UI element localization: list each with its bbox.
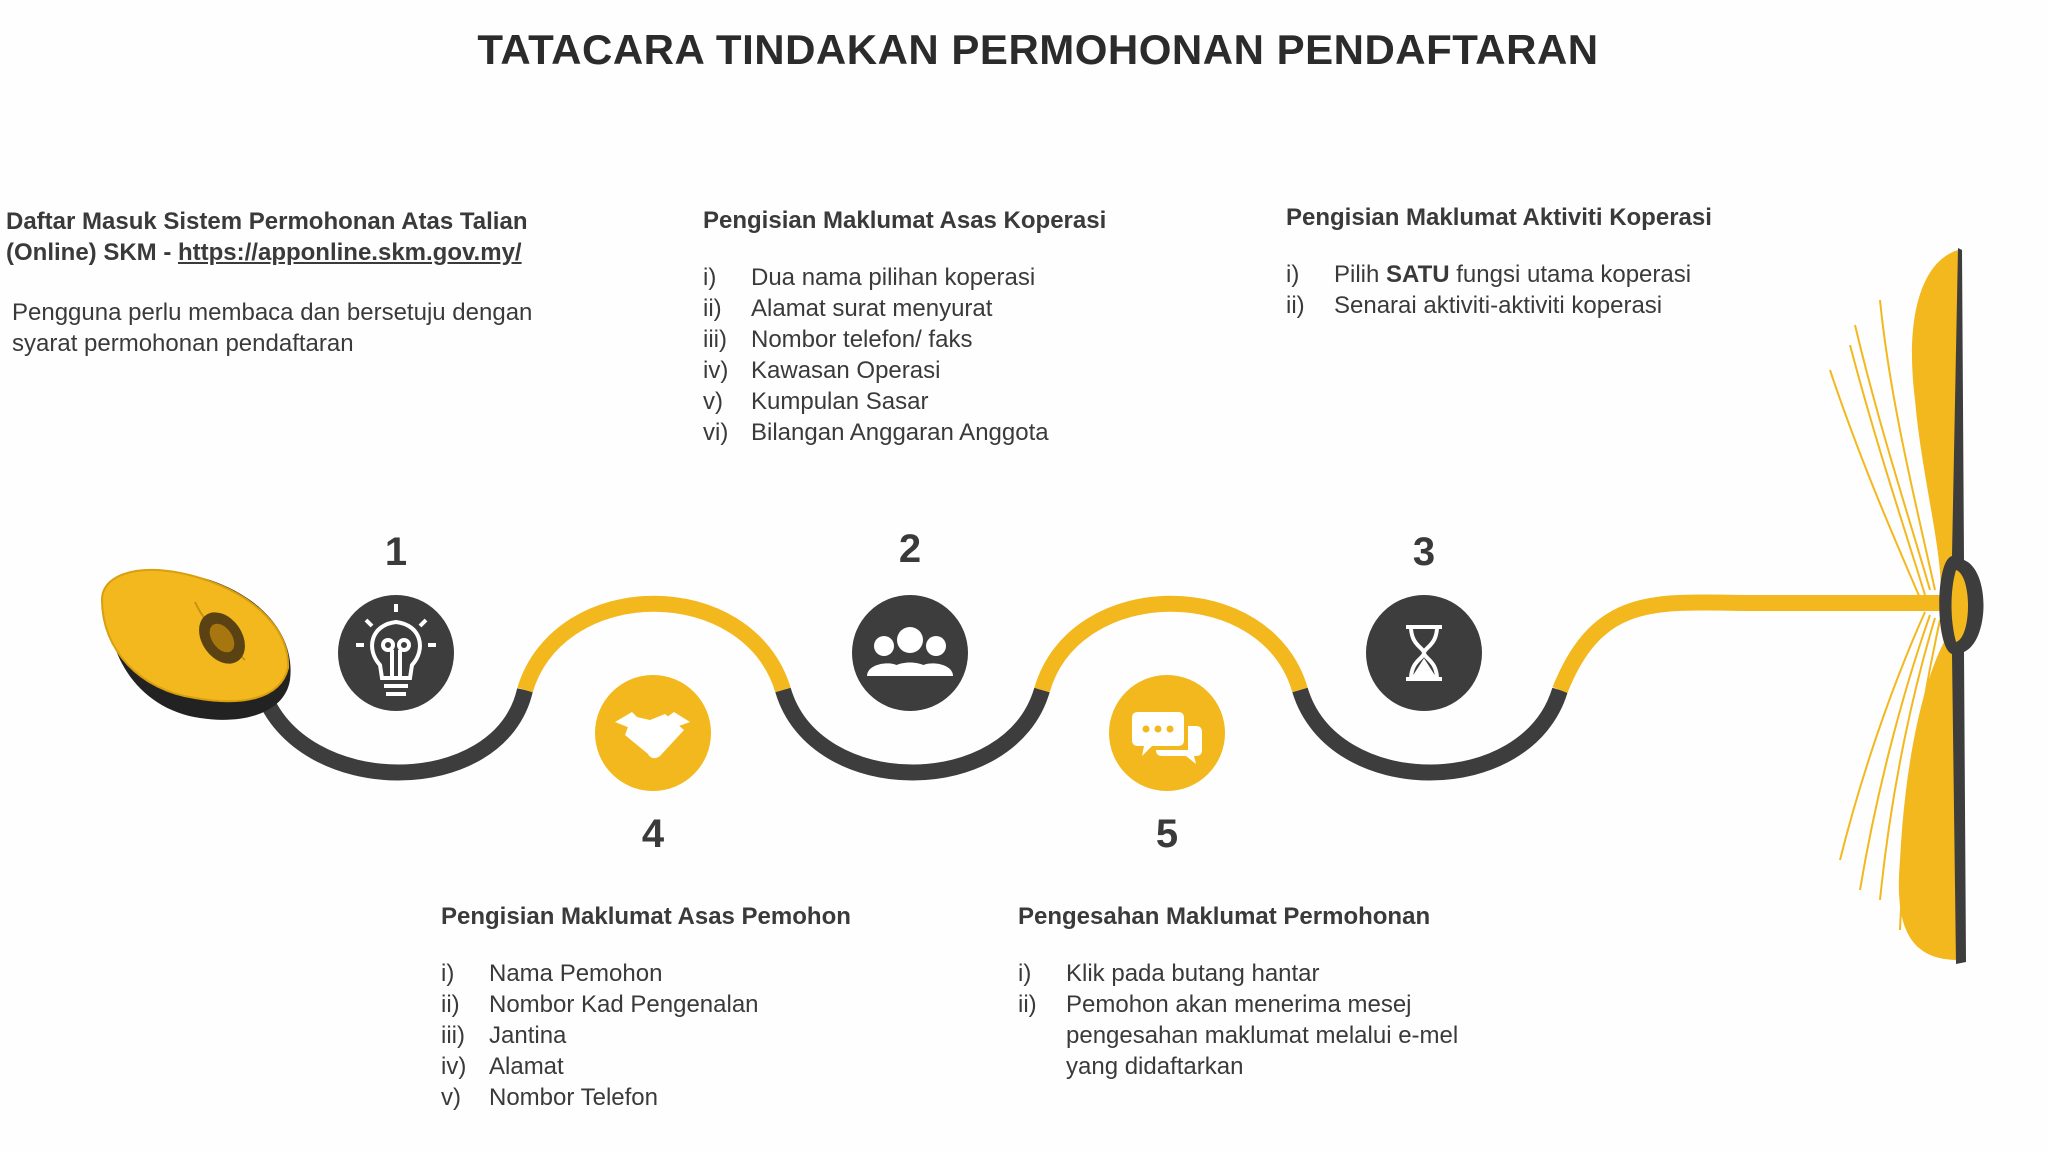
list-item: iii) Nombor telefon/ faks — [703, 326, 973, 353]
step-2-circle — [852, 595, 968, 711]
step-2-text — [703, 205, 1223, 448]
wave-tail — [1560, 602, 1945, 690]
step-1-number: 1 — [384, 530, 408, 574]
list-item: iv) Kawasan Operasi — [703, 357, 941, 384]
list-item: ii) Pemohon akan menerima mesej pengesahan maklumat melalui e-mel yang didaftarkan — [1018, 991, 1459, 1080]
step-4-heading: Pengisian Maklumat Asas Pemohon — [441, 903, 851, 930]
step-4-circle — [595, 675, 711, 791]
step-1-description: Pengguna perlu membaca dan bersetuju dengan syarat permohonan pendaftaran — [12, 299, 533, 357]
list-item: vi) Bilangan Anggaran Anggota — [703, 419, 1049, 446]
step-2-number: 2 — [898, 527, 922, 571]
step-3-circle — [1366, 595, 1482, 711]
step-5-circle — [1109, 675, 1225, 791]
list-item: i) Klik pada butang hantar — [1018, 960, 1320, 987]
step-4-text — [441, 901, 961, 1113]
step-4-number: 4 — [641, 812, 665, 856]
step-3-list — [1286, 259, 1806, 321]
step-3-heading: Pengisian Maklumat Aktiviti Koperasi — [1286, 204, 1712, 231]
list-item: ii) Senarai aktiviti-aktiviti koperasi — [1286, 292, 1663, 319]
computer-mouse-icon — [102, 570, 291, 720]
registration-link[interactable]: https://apponline.skm.gov.my/ — [177, 239, 522, 266]
list-item: v) Nombor Telefon — [441, 1084, 658, 1111]
list-item: iv) Alamat — [441, 1053, 564, 1080]
step-3-text — [1286, 202, 1806, 321]
step-1-text — [6, 206, 586, 359]
list-item: i) Nama Pemohon — [441, 960, 663, 987]
step-5-number: 5 — [1155, 812, 1179, 856]
list-item: ii) Alamat surat menyurat — [703, 295, 993, 322]
step-5-heading: Pengesahan Maklumat Permohonan — [1018, 903, 1431, 930]
step-1-heading-text: Daftar Masuk Sistem Permohonan Atas Talian (Online) SKM - — [6, 208, 528, 266]
step-4-list — [441, 958, 961, 1113]
list-item: i) Dua nama pilihan koperasi — [703, 264, 1036, 291]
step-2-heading: Pengisian Maklumat Asas Koperasi — [703, 207, 1107, 234]
step-3-number: 3 — [1412, 530, 1436, 574]
step-5-list — [1018, 958, 1518, 1082]
list-item: ii) Nombor Kad Pengenalan — [441, 991, 759, 1018]
list-item: i) Pilih SATU fungsi utama koperasi — [1286, 261, 1692, 288]
list-item: iii) Jantina — [441, 1022, 567, 1049]
step-2-list — [703, 262, 1223, 448]
step-1-circle — [338, 595, 454, 711]
list-item: v) Kumpulan Sasar — [703, 388, 929, 415]
page-title: TATACARA TINDAKAN PERMOHONAN PENDAFTARAN — [477, 26, 1599, 73]
step-5-text — [1018, 901, 1518, 1082]
step-1-heading — [6, 206, 586, 268]
